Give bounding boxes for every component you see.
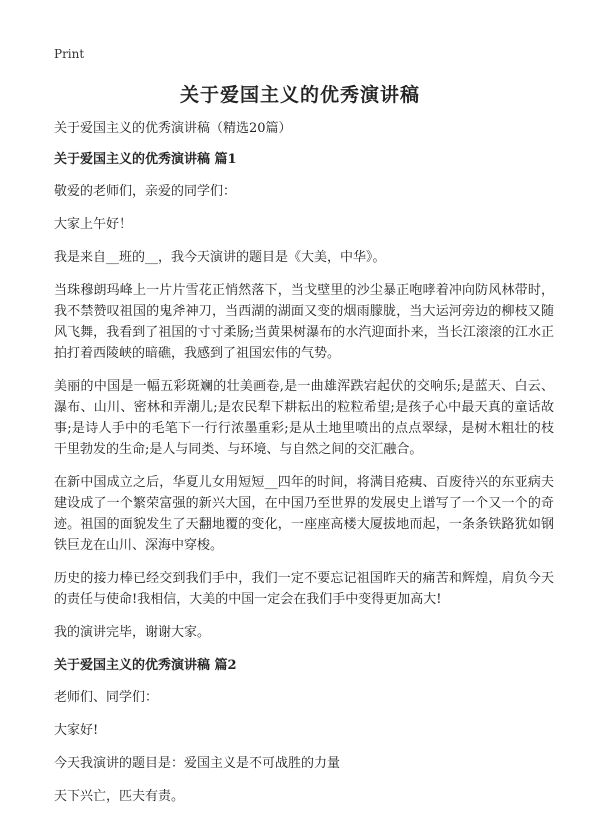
paragraph: 今天我演讲的题目是：爱国主义是不可战胜的力量 [54, 756, 341, 771]
paragraph: 我是来自__班的__，我今天演讲的题目是《大美，中华》。 [54, 250, 386, 265]
document-body [54, 118, 554, 819]
paragraph: 敬爱的老师们，亲爱的同学们： [54, 184, 237, 199]
paragraph: 大家好! [54, 723, 99, 738]
document-subtitle: 关于爱国主义的优秀演讲稿（精选20篇） [54, 121, 292, 136]
paragraph: 天下兴亡，匹夫有责。 [54, 789, 185, 804]
paragraph: 我的演讲完毕，谢谢大家。 [54, 625, 211, 640]
page-title: 关于爱国主义的优秀演讲稿 [179, 84, 420, 106]
section-heading-1: 关于爱国主义的优秀演讲稿 篇1 [54, 152, 237, 167]
paragraph: 大家上午好！ [54, 217, 133, 232]
paragraph: 当珠穆朗玛峰上一片片雪花正悄然落下，当戈壁里的沙尘暴正咆哮着冲向防风林带时，我不禁赞叹祖国的鬼斧神刀，当西湖的湖面又变的烟雨朦胧，当大运河旁边的柳枝又随风飞舞，我看到了祖国的寸寸柔肠;当黄果树瀑布的水汽迎面扑来，当长江滚滚的江水正拍打着西陵峡的暗礁，我感到了祖国宏伟的气势。 [54, 283, 554, 361]
print-link[interactable]: Print [54, 47, 85, 61]
paragraph: 美丽的中国是一幅五彩斑斓的壮美画卷,是一曲雄浑跌宕起伏的交响乐;是蓝天、白云、瀑布、山川、密林和弄潮儿;是农民犁下耕耘出的粒粒希望;是孩子心中最天真的童话故事;是诗人手中的毛笔下一行行浓墨重彩;是从土地里喷出的点点翠绿，是树木粗壮的枝干里勃发的生命;是人与同类、与环境、与自然之间的交汇融合。 [54, 379, 554, 457]
paragraph: 历史的接力棒已经交到我们手中，我们一定不要忘记祖国昨天的痛苦和辉煌，肩负今天的责任与使命!我相信，大美的中国一定会在我们手中变得更加高大! [54, 571, 554, 607]
section-heading-2: 关于爱国主义的优秀演讲稿 篇2 [54, 658, 237, 673]
paragraph: 在新中国成立之后，华夏儿女用短短__四年的时间，将满目疮痍、百废待兴的东亚病夫建设成了一个繁荣富强的新兴大国，在中国乃至世界的发展史上谱写了一个又一个的奇迹。祖国的面貌发生了天翻地覆的变化，一座座高楼大厦拔地而起，一条条铁路犹如钢铁巨龙在山川、深海中穿梭。 [54, 475, 554, 553]
paragraph: 老师们、同学们： [54, 690, 159, 705]
